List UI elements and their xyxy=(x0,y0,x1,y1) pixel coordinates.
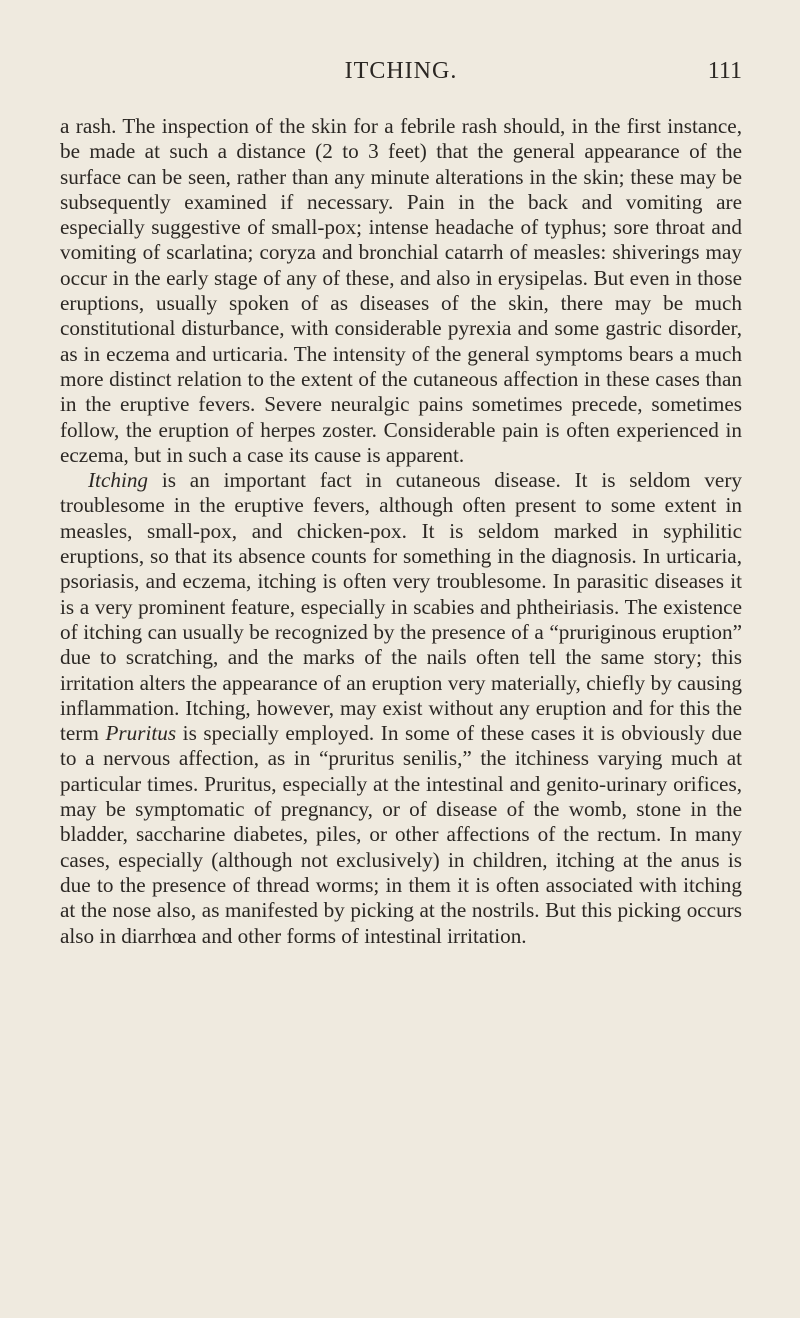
itching-lead-word: Itching xyxy=(88,468,149,493)
page-header xyxy=(60,58,742,94)
body-text xyxy=(60,114,742,949)
page-number: 111 xyxy=(707,58,742,84)
paragraph-rash-inspection: a rash. The inspection of the skin for a febrile rash should, in the first instance, be made at such a distance (2 to 3 feet) that the general appearance of the surface can be seen, rather than any minute alterations in the skin; these may be subsequently examined if necessary. Pain in the back and vomiting are especially suggestive of small-pox; intense headache of typhus; sore throat and vomiting of scarlatina; coryza and bronchial catarrh of measles: shiverings may occur in the early stage of any of these, and also in erysipelas. But even in those eruptions, usually spoken of as diseases of the skin, there may be much constitutional disturbance, with considerable pyrexia and some gastric disorder, as in eczema and urticaria. The intensity of the general symptoms bears a much more distinct relation to the extent of the cutaneous affection in these cases than in the eruptive fevers. Severe neuralgic pains sometimes precede, sometimes follow, the eruption of herpes zoster. Considerable pain is often experienced in eczema, but in such a case its cause is apparent. xyxy=(60,114,742,467)
paragraph-itching xyxy=(60,468,742,949)
itching-text-part-1: is an important fact in cutaneous disease. It is seldom very troublesome in the eruptive fevers, although often present to some extent in measles, small-pox, and chicken-pox. It is seldom marked in syphilitic eruptions, so that its absence counts for something in the diagnosis. In urticaria, psoriasis, and eczema, itching is often very troublesome. In parasitic diseases it is a very prominent feature, especially in scabies and phtheiriasis. The existence of itching can usually be recognized by the presence of a “pruriginous eruption” due to scratching, and the marks of the nails often tell the same story; this irritation alters the appearance of an eruption very materially, chiefly by causing inflammation. Itching, however, may exist without any eruption and for this the term xyxy=(60,468,742,746)
running-head-title: ITCHING. xyxy=(344,58,458,84)
pruritus-term: Pruritus xyxy=(105,721,177,746)
itching-text-part-2: is specially employed. In some of these cases it is obviously due to a nervous affection, as in “pruritus senilis,” the itchiness varying much at particular times. Pruritus, especially at the intestinal and genito-urinary orifices, may be symptomatic of pregnancy, or of disease of the womb, stone in the bladder, saccharine diabetes, piles, or other affections of the rectum. In many cases, especially (although not exclusively) in children, itching at the anus is due to the presence of thread worms; in them it is often associated with itching at the nose also, as manifested by picking at the nostrils. But this picking occurs also in diarrhœa and other forms of intestinal irritation. xyxy=(60,721,742,948)
